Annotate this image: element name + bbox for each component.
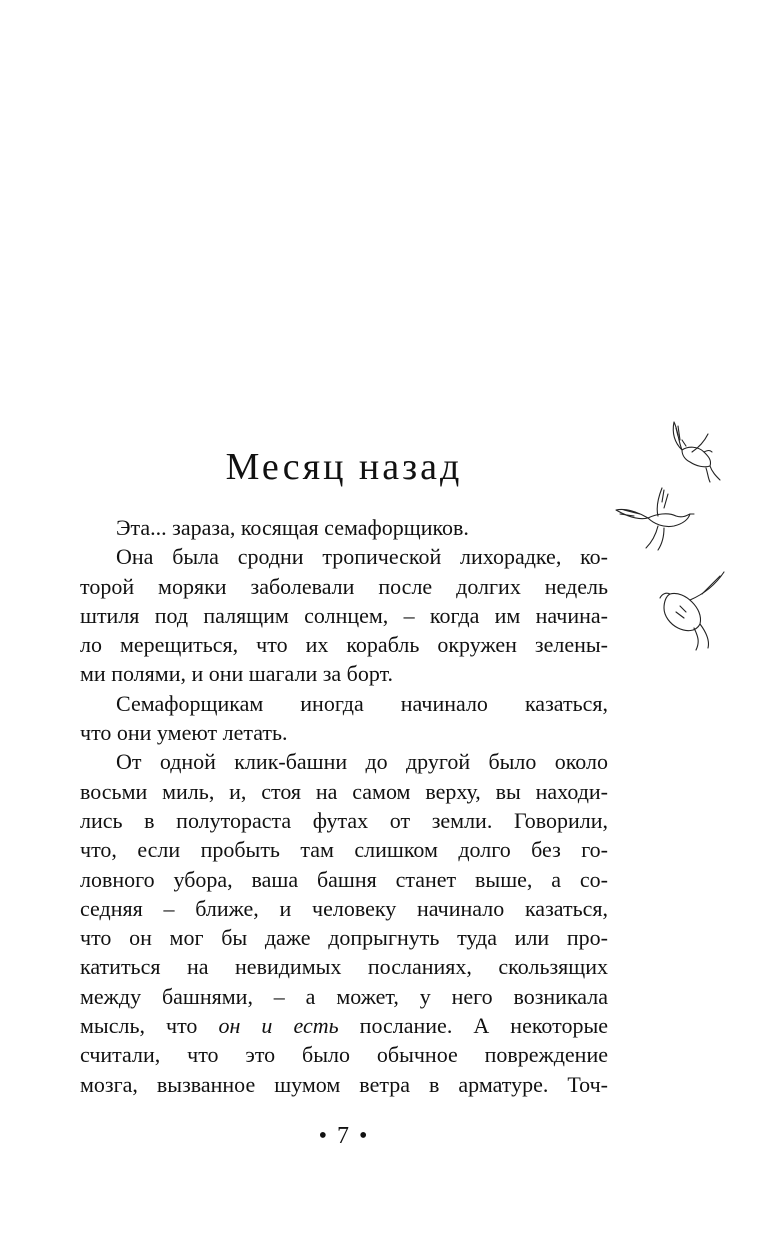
text-line: ло мерещиться, что их корабль окружен зелены- [80, 632, 608, 658]
body-text [80, 513, 608, 1099]
dove-icon [616, 488, 694, 550]
text-line: Эта... зараза, косящая семафорщиков. [116, 515, 469, 540]
text-line: между башнями, – а может, у него возникала [80, 983, 608, 1009]
page-number: • 7 • [318, 1123, 370, 1149]
chapter-title: Месяц назад [225, 446, 463, 488]
text-segment: послание. А некоторые [338, 1013, 608, 1039]
text-line: ловного убора, ваша башня станет выше, а со- [80, 866, 608, 892]
text-line: От одной клик-башни до другой было около [116, 749, 608, 775]
dove-icon [673, 422, 720, 482]
text-line: что, если пробыть там слишком долго без го- [80, 837, 608, 863]
text-line: катиться на невидимых посланиях, скользящих [80, 954, 608, 980]
paragraph [80, 689, 608, 748]
emphasis-text: он и есть [218, 1013, 339, 1039]
dove-illustration [612, 410, 762, 670]
text-line: торой моряки заболевали после долгих недель [80, 573, 608, 599]
text-line: мозга, вызванное шумом ветра в арматуре. Точ- [80, 1071, 608, 1097]
paragraph [80, 747, 608, 1099]
paragraph [80, 542, 608, 688]
text-line: восьми миль, и, стоя на самом верху, вы находи- [80, 778, 608, 804]
text-line: ми полями, и они шагали за борт. [80, 661, 394, 687]
text-line: Она была сродни тропической лихорадке, ко- [116, 544, 608, 570]
text-line [80, 1011, 608, 1040]
text-line: считали, что это было обычное повреждение [80, 1042, 608, 1068]
text-segment: мысль, что [80, 1013, 219, 1039]
paragraph [80, 513, 608, 542]
text-line: что он мог бы даже допрыгнуть туда или про- [80, 925, 608, 951]
text-line: Семафорщикам иногда начинало казаться, [116, 690, 608, 716]
text-line: лись в полутораста футах от земли. Говорили, [80, 807, 608, 833]
text-line: штиля под палящим солнцем, – когда им начина- [80, 602, 608, 628]
text-line: что они умеют летать. [80, 720, 288, 746]
text-line: седняя – ближе, и человеку начинало казаться, [80, 895, 608, 921]
dove-icon [660, 572, 724, 650]
